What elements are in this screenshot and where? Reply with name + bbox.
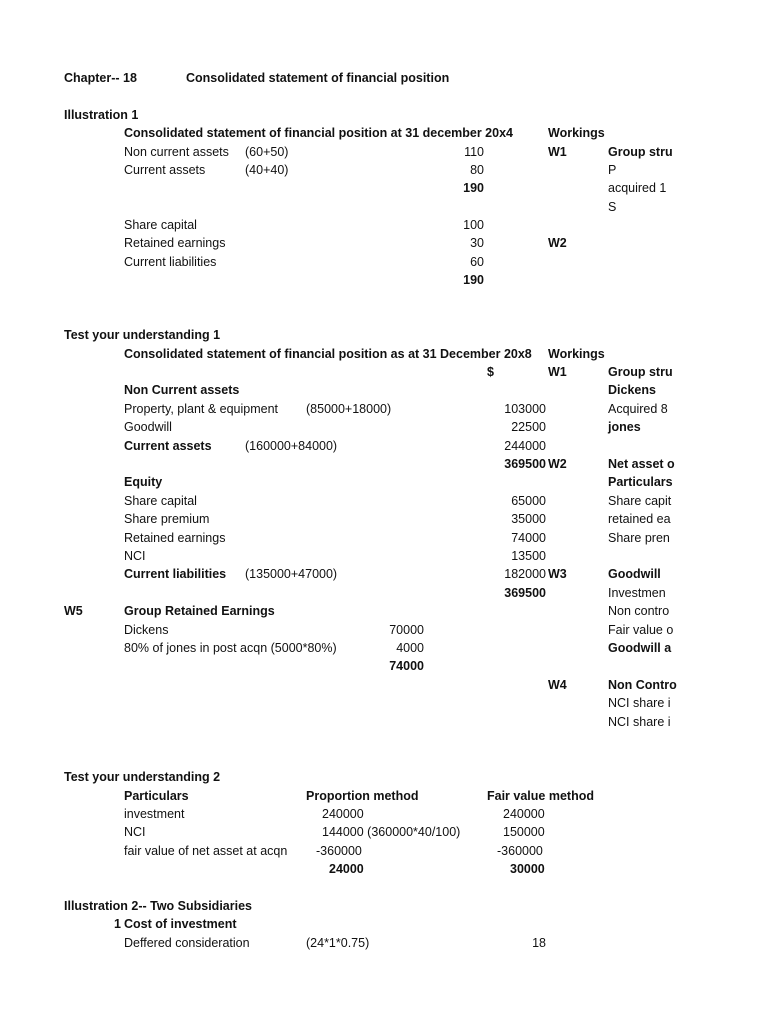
ill1-w1-line: P (608, 163, 617, 177)
illustration1-statement-title: Consolidated statement of financial position at 31 december 20x4 (124, 126, 513, 140)
ill1-w1-line: S (608, 200, 617, 214)
w5-dickens-value: 70000 (389, 623, 424, 637)
tyu1-share-capital-value: 65000 (511, 494, 546, 508)
tyu2-row-fair: 150000 (503, 825, 545, 839)
tyu2-total-proportion: 24000 (329, 862, 364, 876)
ill1-row-calc: (60+50) (245, 145, 289, 159)
tyu2-row-label: fair value of net asset at acqn (124, 844, 288, 858)
tyu1-retained-label: Retained earnings (124, 531, 226, 545)
illustration2-deferred-calc: (24*1*0.75) (306, 936, 370, 950)
tyu1-w2-label: W2 (548, 457, 567, 471)
tyu1-current-liab-label: Current liabilities (124, 567, 227, 581)
ill1-row-value: 110 (464, 145, 484, 159)
tyu1-current-assets-calc: (160000+84000) (245, 439, 338, 453)
ill1-w1-label: W1 (548, 145, 567, 159)
tyu1-ppe-value: 103000 (504, 402, 546, 416)
ill1-row-label: Share capital (124, 218, 197, 232)
w5-jones-label: 80% of jones in post acqn (5000*80%) (124, 641, 337, 655)
w5-total: 74000 (389, 659, 424, 673)
illustration2-cost-label: Cost of investment (124, 917, 237, 931)
ill1-row-calc: (40+40) (245, 163, 289, 177)
chapter-label: Chapter-- 18 (64, 71, 137, 85)
tyu1-w4-line: NCI share i (608, 715, 671, 729)
tyu1-w1-line: jones (608, 420, 641, 434)
illustration2-item-number: 1 (114, 917, 121, 931)
ill1-row-value: 30 (470, 236, 484, 250)
tyu1-w1-label: W1 (548, 365, 567, 379)
tyu2-row-proportion: 240000 (322, 807, 364, 821)
tyu1-w1-line: Acquired 8 (608, 402, 668, 416)
tyu1-w3-line: Investmen (608, 586, 666, 600)
tyu2-row-proportion: -360000 (316, 844, 362, 858)
ill1-workings-title: Workings (548, 126, 605, 140)
tyu1-nci-label: NCI (124, 549, 146, 563)
tyu2-heading: Test your understanding 2 (64, 770, 221, 784)
tyu1-share-premium-label: Share premium (124, 512, 210, 526)
illustration2-heading: Illustration 2-- Two Subsidiaries (64, 899, 252, 913)
tyu2-row-label: NCI (124, 825, 146, 839)
tyu1-current-assets-label: Current assets (124, 439, 212, 453)
ill1-row-label: Retained earnings (124, 236, 226, 250)
tyu1-heading: Test your understanding 1 (64, 328, 221, 342)
tyu1-w4-title: Non Contro (608, 678, 677, 692)
ill1-w2-label: W2 (548, 236, 567, 250)
tyu1-w1-line: Dickens (608, 383, 656, 397)
tyu1-goodwill-value: 22500 (511, 420, 546, 434)
tyu1-total-equity-liab: 369500 (504, 586, 546, 600)
tyu1-w1-title: Group stru (608, 365, 673, 379)
tyu1-share-premium-value: 35000 (511, 512, 546, 526)
tyu1-share-capital-label: Share capital (124, 494, 197, 508)
tyu2-row-fair: -360000 (497, 844, 543, 858)
illustration2-deferred-label: Deffered consideration (124, 936, 250, 950)
tyu1-total-assets: 369500 (504, 457, 546, 471)
w5-label: W5 (64, 604, 83, 618)
tyu2-col-particulars: Particulars (124, 789, 189, 803)
tyu1-current-liab-value: 182000 (504, 567, 546, 581)
illustration1-heading: Illustration 1 (64, 108, 139, 122)
tyu1-current-assets-value: 244000 (504, 439, 546, 453)
w5-dickens-label: Dickens (124, 623, 169, 637)
tyu1-w3-line: Non contro (608, 604, 670, 618)
tyu1-current-liab-calc: (135000+47000) (245, 567, 338, 581)
tyu1-equity-heading: Equity (124, 475, 163, 489)
illustration2-deferred-value: 18 (532, 936, 546, 950)
tyu1-ppe-calc: (85000+18000) (306, 402, 392, 416)
ill1-row-label: Non current assets (124, 145, 229, 159)
w5-title: Group Retained Earnings (124, 604, 275, 618)
tyu1-goodwill-label: Goodwill (124, 420, 172, 434)
ill1-row-label: Current assets (124, 163, 206, 177)
ill1-w1-line: acquired 1 (608, 181, 667, 195)
ill1-row-value: 60 (470, 255, 484, 269)
tyu1-w2-line: Share pren (608, 531, 670, 545)
tyu1-w2-line: Share capit (608, 494, 672, 508)
tyu1-w2-line: Particulars (608, 475, 673, 489)
tyu1-non-current-heading: Non Current assets (124, 383, 240, 397)
tyu1-w3-line: Goodwill a (608, 641, 672, 655)
tyu1-w2-title: Net asset o (608, 457, 675, 471)
tyu2-row-fair: 240000 (503, 807, 545, 821)
tyu1-nci-value: 13500 (511, 549, 546, 563)
tyu2-col-fair: Fair value method (487, 789, 594, 803)
page-title: Consolidated statement of financial position (186, 71, 450, 85)
tyu1-workings-title: Workings (548, 347, 605, 361)
tyu1-w3-line: Fair value o (608, 623, 674, 637)
ill1-row-label: Current liabilities (124, 255, 217, 269)
w5-jones-value: 4000 (396, 641, 424, 655)
ill1-row-value: 100 (463, 218, 484, 232)
tyu2-total-fair: 30000 (510, 862, 545, 876)
ill1-liabilities-total: 190 (463, 273, 484, 287)
tyu1-ppe-label: Property, plant & equipment (124, 402, 279, 416)
ill1-assets-total: 190 (463, 181, 484, 195)
tyu2-row-label: investment (124, 807, 185, 821)
tyu1-retained-value: 74000 (511, 531, 546, 545)
ill1-w1-title: Group stru (608, 145, 673, 159)
tyu2-col-proportion: Proportion method (306, 789, 419, 803)
tyu1-currency: $ (487, 365, 494, 379)
ill1-row-value: 80 (470, 163, 484, 177)
tyu1-w3-title: Goodwill (608, 567, 661, 581)
tyu1-w2-line: retained ea (608, 512, 671, 526)
tyu1-w4-label: W4 (548, 678, 567, 692)
tyu1-w4-line: NCI share i (608, 696, 671, 710)
tyu1-w3-label: W3 (548, 567, 567, 581)
tyu2-row-proportion: 144000 (360000*40/100) (322, 825, 461, 839)
tyu1-statement-title: Consolidated statement of financial position as at 31 December 20x8 (124, 347, 532, 361)
